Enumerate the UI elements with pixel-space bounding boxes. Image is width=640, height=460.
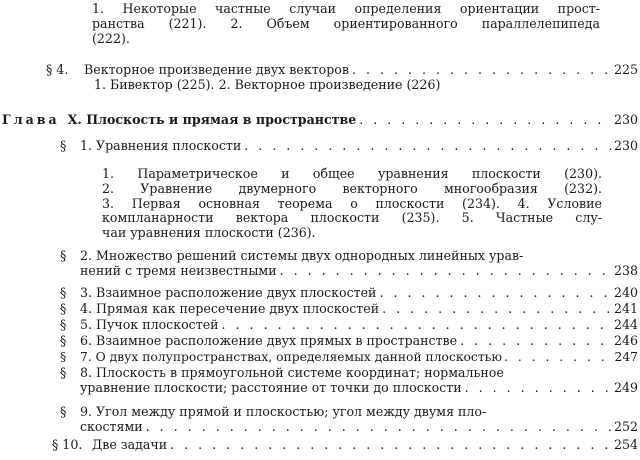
continued-line-1: 1. Некоторые частные случаи определения ориентации прост-	[92, 2, 600, 16]
dot-leader	[460, 334, 611, 349]
section-mark: §	[60, 139, 67, 153]
section-mark: §	[60, 302, 67, 316]
dot-leader	[280, 264, 611, 279]
section-title-line-2: нений с тремя неизвестными	[80, 263, 277, 278]
subsection-line: компланарности вектора плоскости (235). 5. Частные слу-	[102, 211, 602, 226]
section-number: § 10.	[52, 438, 83, 452]
section-mark: §	[60, 334, 67, 348]
toc-entry-section-1[interactable]	[60, 139, 638, 154]
dot-leader	[352, 63, 611, 78]
toc-entry-section-4-ch10[interactable]	[60, 302, 638, 317]
section-1-subsection-list	[102, 167, 602, 241]
section-title: 3. Взаимное расположение двух плоскостей	[80, 286, 377, 300]
toc-entry-section-4[interactable]	[46, 63, 638, 93]
dot-leader	[170, 438, 611, 453]
section-title-line-1: 2. Множество решений системы двух однородных линейных урав-	[80, 249, 524, 263]
section-title: 1. Уравнения плоскости	[80, 139, 242, 153]
toc-entry-section-10[interactable]	[52, 438, 638, 453]
section-mark: §	[60, 350, 67, 364]
page-number: 238	[613, 263, 638, 278]
continued-line-2: ранства (221). 2. Объем ориентированного параллелепипеда	[92, 16, 600, 31]
page-number: 230	[613, 139, 638, 153]
page-number: 254	[613, 438, 638, 452]
section-title: 7. О двух полупространствах, определяемых данной плоскостью	[80, 350, 503, 364]
toc-entry-section-7[interactable]	[60, 350, 638, 365]
dot-leader	[465, 381, 611, 396]
page-number: 241	[613, 302, 638, 316]
dot-leader	[222, 318, 611, 333]
toc-entry-section-9[interactable]	[60, 405, 638, 435]
subsection-line: чаи уравнения плоскости (236).	[102, 226, 316, 241]
toc-chapter-10[interactable]	[2, 113, 638, 128]
section-title-line-1: 9. Угол между прямой и плоскостью; угол между двумя пло-	[80, 405, 487, 419]
section-mark: §	[60, 366, 67, 380]
continued-line-3: (222).	[92, 31, 130, 46]
page-number: 247	[614, 350, 638, 364]
section-title-line-2: уравнение плоскости; расстояние от точки до плоскости	[80, 380, 462, 395]
chapter-title: X. Плоскость и прямая в пространстве	[67, 113, 357, 127]
section-title-line-1: 8. Плоскость в прямоугольной системе координат; нормальное	[80, 366, 504, 380]
subsection-line: 3. Первая основная теорема о плоскости (234). 4. Условие	[102, 196, 602, 211]
subsection-list: 1. Бивектор (225). 2. Векторное произведение (226)	[94, 77, 441, 92]
page-number: 225	[613, 63, 638, 77]
toc-entry-section-2[interactable]	[60, 249, 638, 279]
page-number: 249	[613, 380, 638, 395]
toc-entry-section-8[interactable]	[60, 366, 638, 396]
section-title: 6. Взаимное расположение двух прямых в пространстве	[80, 334, 458, 348]
dot-leader	[379, 286, 611, 301]
dot-leader	[244, 139, 611, 154]
chapter-label: Глава	[2, 113, 60, 127]
subsection-line: 1. Параметрическое и общее уравнения плоскости (230).	[102, 167, 602, 181]
continued-subsection-list	[92, 2, 600, 46]
section-title: Векторное произведение двух векторов	[84, 63, 349, 77]
section-title: 4. Прямая как пересечение двух плоскостей	[80, 302, 380, 316]
dot-leader	[146, 420, 611, 435]
section-title-line-2: скостями	[80, 419, 143, 434]
section-mark: §	[60, 318, 67, 332]
section-title: 5. Пучок плоскостей	[80, 318, 219, 332]
page-number: 252	[613, 419, 638, 434]
section-mark: §	[60, 405, 67, 419]
dot-leader	[382, 302, 611, 317]
page-number: 230	[613, 113, 638, 127]
dot-leader	[504, 350, 612, 365]
section-mark: §	[60, 286, 67, 300]
page-number: 246	[613, 334, 638, 348]
section-mark: §	[60, 249, 67, 263]
dot-leader	[359, 113, 611, 128]
toc-entry-section-3[interactable]	[60, 286, 638, 301]
toc-entry-section-6[interactable]	[60, 334, 638, 349]
section-title: Две задачи	[92, 438, 168, 452]
section-number: § 4.	[46, 63, 69, 77]
page-number: 244	[613, 318, 638, 332]
toc-entry-section-5[interactable]	[60, 318, 638, 333]
page-number: 240	[613, 286, 638, 300]
subsection-line: 2. Уравнение двумерного векторного многообразия (232).	[102, 181, 602, 196]
